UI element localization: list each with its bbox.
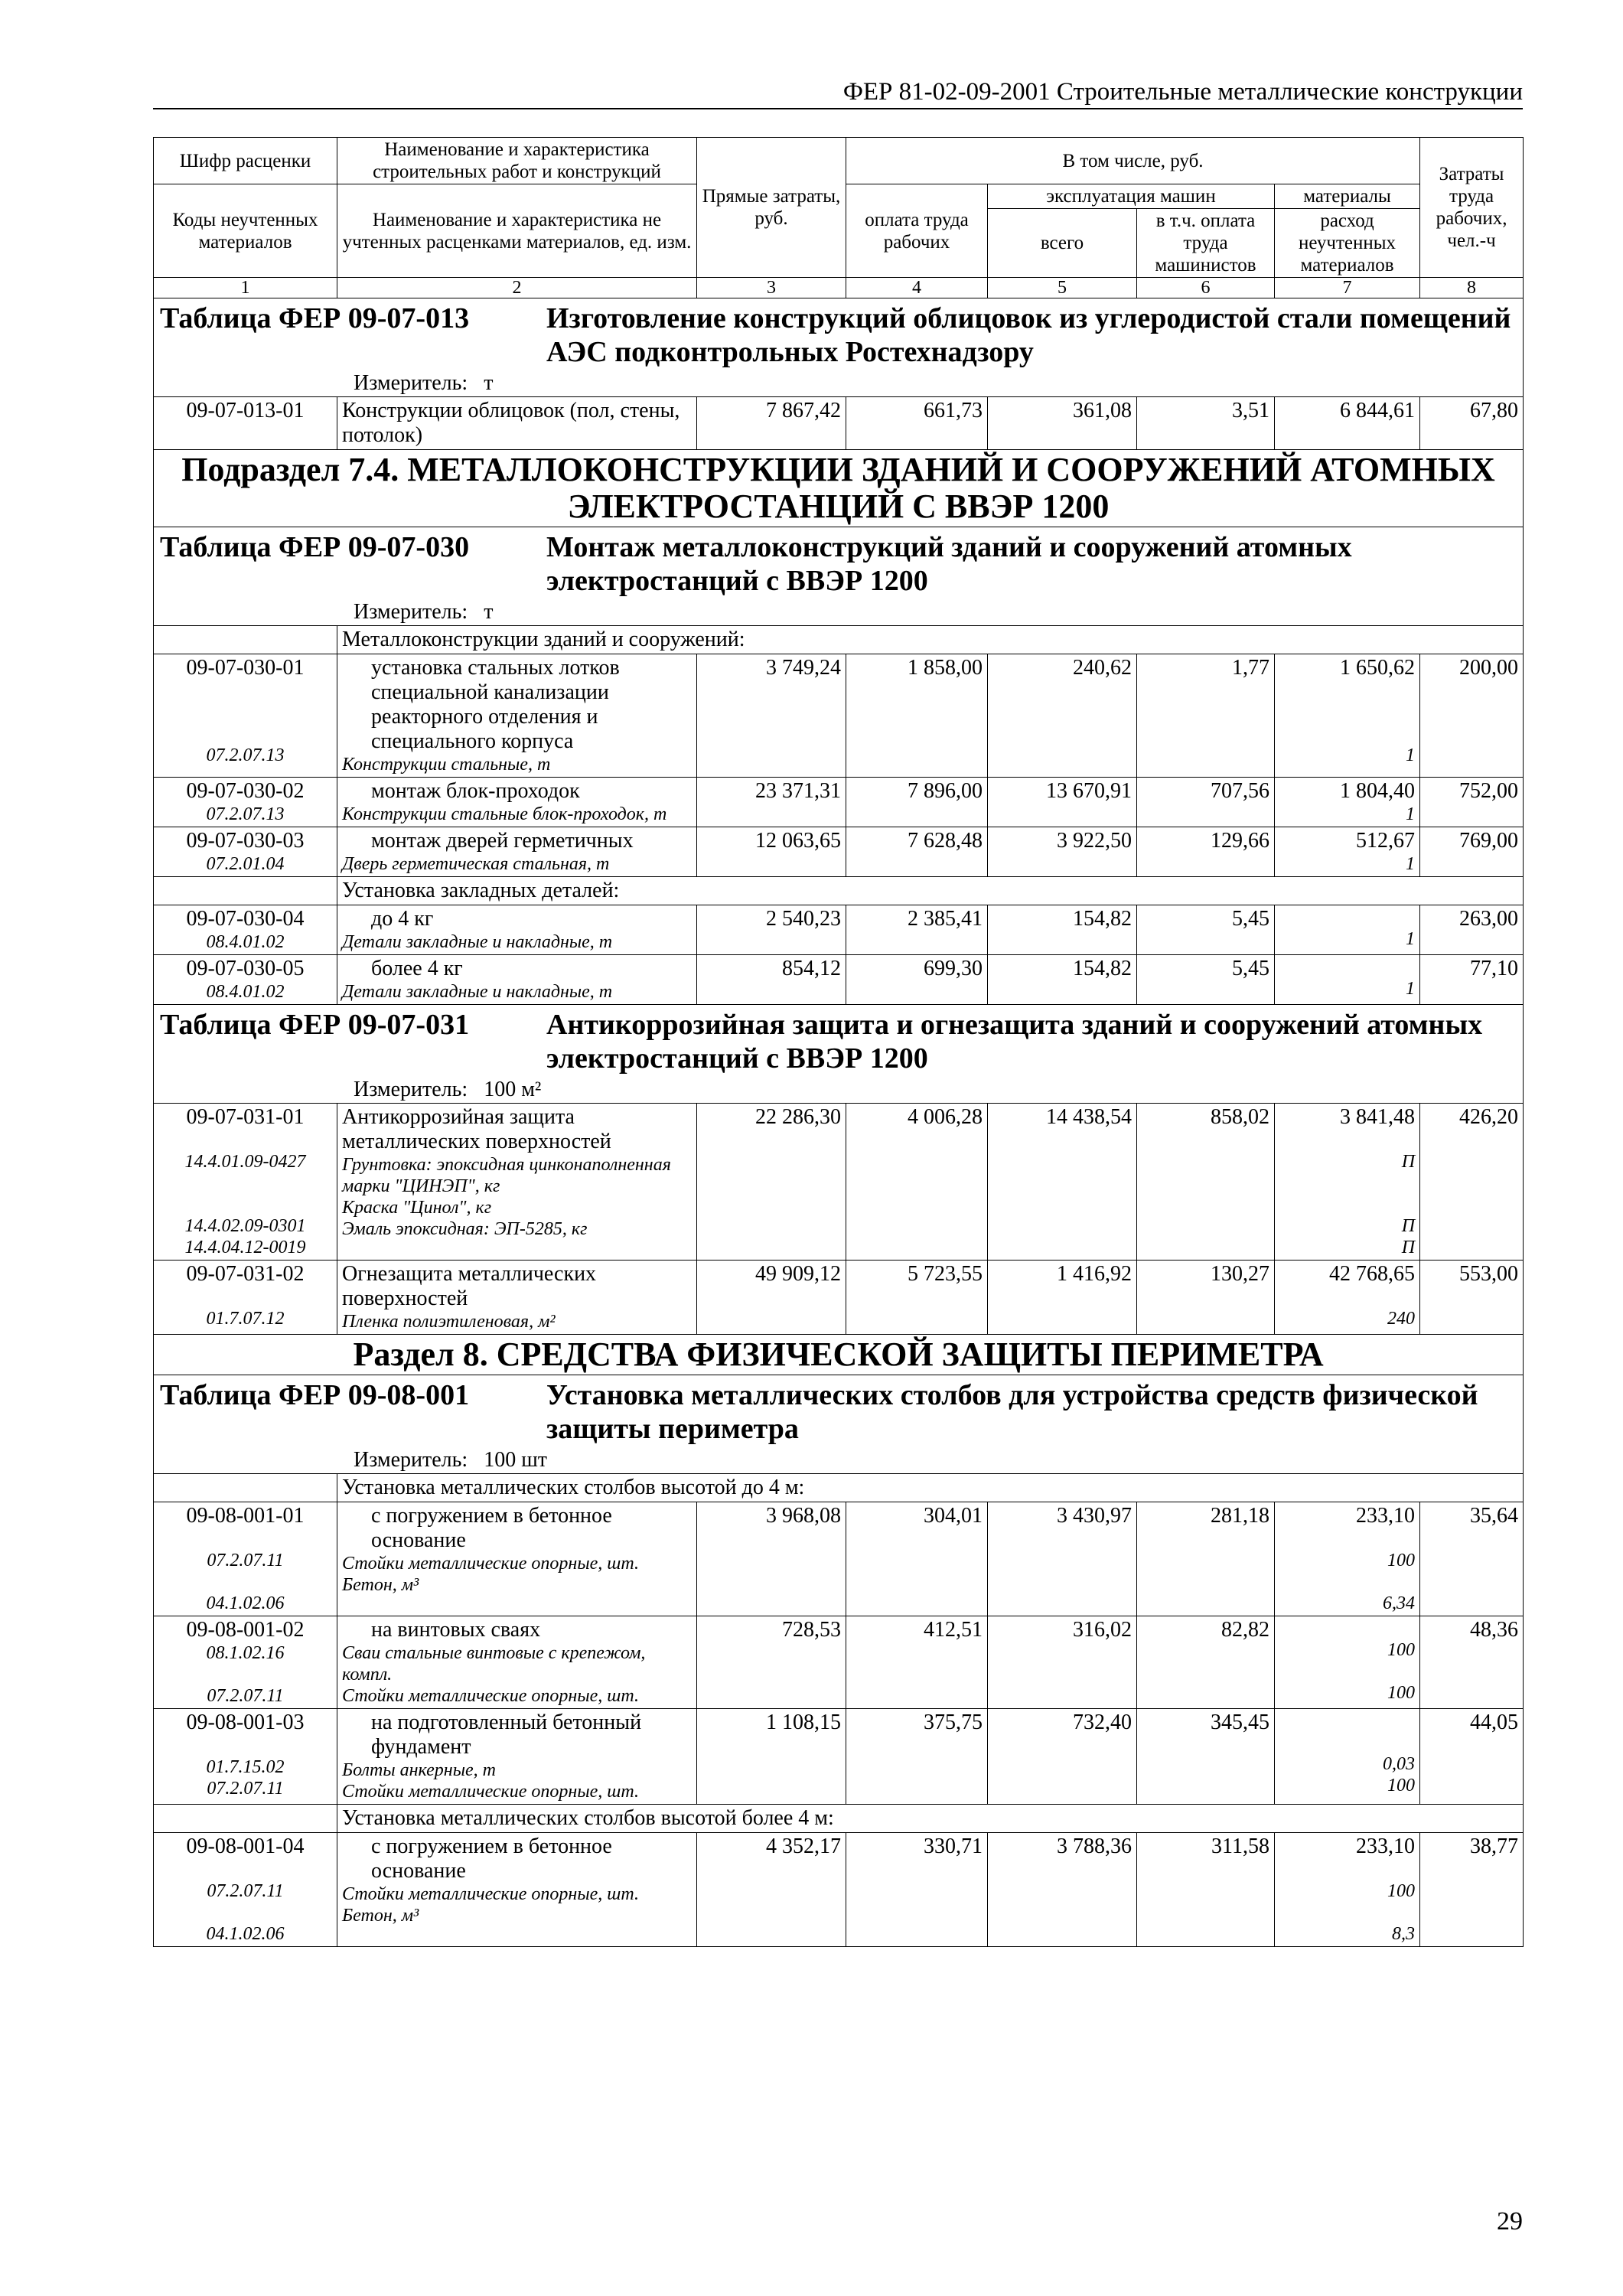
material-name: Бетон, м³ [342,1575,419,1595]
unit-label: Измеритель: [354,1448,468,1472]
header-rule [153,108,1523,109]
wages: 2 385,41 [846,905,988,955]
header-mat-names: Наименование и характеристика не учтенных расценками материалов, ед. изм. [337,184,697,278]
rate-name: на подготовленный бетонный фундамент [371,1711,642,1759]
wages: 699,30 [846,955,988,1005]
mach-wages: 3,51 [1137,397,1275,450]
rate-code: 09-07-030-01 [186,656,305,680]
column-numbers [154,278,1524,298]
header-mach-wages: в т.ч. оплата труда машинистов [1137,209,1275,278]
materials: 3 841,48 [1340,1105,1416,1129]
header-machines: эксплуатация машин [988,184,1275,209]
labor: 200,00 [1420,654,1524,778]
wages: 375,75 [846,1709,988,1805]
rates-table [153,137,1524,1947]
machines: 154,82 [988,955,1137,1005]
mach-wages: 130,27 [1137,1261,1275,1335]
header-mat-codes: Коды неучтенных материалов [154,184,337,278]
labor: 263,00 [1420,905,1524,955]
unit-value: т [484,600,494,624]
group-row [154,626,1524,654]
labor: 752,00 [1420,778,1524,827]
material-qty: 240 [1387,1309,1416,1329]
labor: 44,05 [1420,1709,1524,1805]
machines: 361,08 [988,397,1137,450]
material-code: 04.1.02.06 [206,1924,285,1944]
table-row [154,1833,1524,1947]
col-num: 2 [337,278,697,298]
wages: 304,01 [846,1502,988,1616]
rate-code: 09-07-030-05 [186,957,305,980]
table-title-row [154,298,1524,371]
rate-code: 09-07-031-02 [186,1262,305,1286]
table-row [154,1104,1524,1261]
rate-name: установка стальных лотков специальной канализации реакторного отделения и специального корпуса [371,656,620,753]
material-qty: П [1401,1152,1416,1172]
group-row [154,1805,1524,1833]
material-qty: 1 [1406,745,1416,765]
machines: 240,62 [988,654,1137,778]
material-qty: 6,34 [1383,1593,1416,1613]
running-head: ФЕР 81-02-09-2001 Строительные металлические конструкции [842,78,1523,106]
col-num: 1 [154,278,337,298]
materials: 233,10 [1356,1835,1416,1858]
machines: 3 430,97 [988,1502,1137,1616]
table-number: Таблица ФЕР 09-07-030 [160,531,470,563]
rate-code: 09-08-001-01 [186,1504,305,1528]
unit-row [154,599,1524,626]
unit-value: 100 м² [484,1078,542,1101]
mach-wages: 311,58 [1137,1833,1275,1947]
table-row [154,955,1524,1005]
material-name: Эмаль эпоксидная: ЭП-5285, кг [342,1219,588,1239]
section-title: Раздел 8. СРЕДСТВА ФИЗИЧЕСКОЙ ЗАЩИТЫ ПЕРИМЕТРА [154,1335,1524,1375]
material-qty: 100 [1387,1776,1416,1795]
header-row-1 [154,138,1524,184]
unit-label: Измеритель: [354,600,468,624]
material-code: 08.4.01.02 [206,982,285,1002]
mach-wages: 82,82 [1137,1616,1275,1709]
header-labor: Затраты труда рабочих, чел.-ч [1420,138,1524,278]
header-materials: материалы [1275,184,1420,209]
material-qty: 1 [1406,804,1416,824]
mach-wages: 5,45 [1137,955,1275,1005]
table-title: Антикоррозийная защита и огнезащита зданий и сооружений атомных электростанций с ВВЭР 1200 [546,1009,1483,1075]
machines: 3 922,50 [988,827,1137,877]
rate-name: Конструкции облицовок (пол, стены, потолок) [337,397,697,450]
wages: 330,71 [846,1833,988,1947]
machines: 316,02 [988,1616,1137,1709]
group-heading: Установка металлических столбов высотой более 4 м: [337,1805,1524,1833]
material-code: 07.2.07.13 [206,745,285,765]
page-number: 29 [1497,2207,1523,2236]
material-name: Болты анкерные, т [342,1760,496,1780]
material-name: Стойки металлические опорные, шт. [342,1554,639,1574]
table-number: Таблица ФЕР 09-07-031 [160,1009,470,1041]
unit-label: Измеритель: [354,371,468,395]
unit-row [154,1447,1524,1474]
unit-label: Измеритель: [354,1078,468,1101]
wages: 412,51 [846,1616,988,1709]
direct-cost: 728,53 [697,1616,846,1709]
wages: 7 628,48 [846,827,988,877]
section-row [154,1335,1524,1375]
material-code: 07.2.07.11 [207,1779,284,1799]
mach-wages: 5,45 [1137,905,1275,955]
header-total: всего [988,209,1137,278]
direct-cost: 12 063,65 [697,827,846,877]
unit-value: 100 шт [484,1448,547,1472]
table-title: Установка металлических столбов для устройства средств физической защиты периметра [546,1379,1478,1445]
materials: 42 768,65 [1329,1262,1416,1286]
mach-wages: 858,02 [1137,1104,1275,1261]
materials: 1 650,62 [1340,656,1416,680]
mach-wages: 707,56 [1137,778,1275,827]
material-qty: 100 [1387,1640,1416,1660]
header-direct: Прямые затраты, руб. [697,138,846,278]
material-qty: 100 [1387,1551,1416,1570]
direct-cost: 49 909,12 [697,1261,846,1335]
material-name: Бетон, м³ [342,1906,419,1926]
material-name: Грунтовка: эпоксидная цинконаполненная марки "ЦИНЭП", кг [342,1155,671,1196]
subsection-row [154,450,1524,527]
rate-name: с погружением в бетонное основание [371,1835,612,1883]
table-row [154,905,1524,955]
wages: 5 723,55 [846,1261,988,1335]
table-row [154,1616,1524,1709]
material-code: 07.2.07.11 [207,1881,284,1901]
labor: 35,64 [1420,1502,1524,1616]
table-row [154,1709,1524,1805]
material-name: Стойки металлические опорные, шт. [342,1884,639,1904]
materials: 6 844,61 [1275,397,1420,450]
material-qty: П [1401,1238,1416,1257]
table-row [154,1502,1524,1616]
rate-code: 09-08-001-02 [186,1618,305,1642]
subsection-title: Подраздел 7.4. МЕТАЛЛОКОНСТРУКЦИИ ЗДАНИЙ И СООРУЖЕНИЙ АТОМНЫХ ЭЛЕКТРОСТАНЦИЙ С ВВЭР 1200 [154,450,1524,527]
machines: 3 788,36 [988,1833,1137,1947]
group-row [154,877,1524,905]
group-heading: Установка металлических столбов высотой до 4 м: [337,1474,1524,1502]
header-unacc: расход неучтенных материалов [1275,209,1420,278]
material-qty: 100 [1387,1683,1416,1703]
machines: 154,82 [988,905,1137,955]
table-row [154,778,1524,827]
rate-name: монтаж блок-проходок [371,779,580,803]
mach-wages: 129,66 [1137,827,1275,877]
material-name: Дверь герметическая стальная, т [342,854,610,874]
material-name: Стойки металлические опорные, шт. [342,1686,639,1706]
col-num: 3 [697,278,846,298]
col-num: 8 [1420,278,1524,298]
rate-name: Огнезащита металлических поверхностей [342,1262,597,1310]
header-incl: В том числе, руб. [846,138,1420,184]
direct-cost: 4 352,17 [697,1833,846,1947]
labor: 67,80 [1420,397,1524,450]
material-code: 04.1.02.06 [206,1593,285,1613]
rate-code: 09-07-030-04 [186,907,305,931]
material-name: Сваи стальные винтовые с крепежом, компл. [342,1643,646,1684]
table-number: Таблица ФЕР 09-07-013 [160,302,470,334]
direct-cost: 2 540,23 [697,905,846,955]
material-code: 07.2.07.13 [206,804,285,824]
material-qty: 8,3 [1392,1924,1416,1944]
table-title-row [154,1375,1524,1448]
labor: 77,10 [1420,955,1524,1005]
wages: 7 896,00 [846,778,988,827]
material-code: 01.7.07.12 [206,1309,285,1329]
direct-cost: 854,12 [697,955,846,1005]
direct-cost: 23 371,31 [697,778,846,827]
table-number: Таблица ФЕР 09-08-001 [160,1379,470,1411]
rate-name: на винтовых сваях [371,1618,541,1642]
rate-code: 09-07-031-01 [186,1105,305,1129]
wages: 4 006,28 [846,1104,988,1261]
direct-cost: 3 968,08 [697,1502,846,1616]
unit-row [154,1077,1524,1104]
col-num: 5 [988,278,1137,298]
material-code: 07.2.07.11 [207,1551,284,1570]
material-code: 07.2.01.04 [206,854,285,874]
material-qty: 0,03 [1383,1754,1416,1774]
material-code: 08.1.02.16 [206,1643,285,1663]
mach-wages: 345,45 [1137,1709,1275,1805]
table-row [154,397,1524,450]
unit-value: т [484,371,494,395]
rate-name: более 4 кг [371,957,463,980]
material-name: Детали закладные и накладные, т [342,932,613,952]
rate-name: монтаж дверей герметичных [371,829,634,853]
materials: 233,10 [1356,1504,1416,1528]
material-name: Детали закладные и накладные, т [342,982,613,1002]
material-code: 07.2.07.11 [207,1686,284,1706]
direct-cost: 3 749,24 [697,654,846,778]
material-code: 14.4.02.09-0301 [184,1216,306,1236]
group-row [154,1474,1524,1502]
material-code: 14.4.04.12-0019 [184,1238,306,1257]
table-row [154,654,1524,778]
rate-code: 09-08-001-03 [186,1711,305,1734]
group-heading: Установка закладных деталей: [337,877,1524,905]
rate-code: 09-07-013-01 [154,397,337,450]
unit-row [154,370,1524,397]
table-row [154,827,1524,877]
material-qty: 1 [1406,979,1416,999]
material-name: Конструкции стальные, т [342,755,551,775]
material-name: Краска "Цинол", кг [342,1198,492,1218]
header-code: Шифр расценки [154,138,337,184]
labor: 769,00 [1420,827,1524,877]
header-wages: оплата труда рабочих [846,184,988,278]
machines: 14 438,54 [988,1104,1137,1261]
col-num: 6 [1137,278,1275,298]
direct-cost: 22 286,30 [697,1104,846,1261]
col-num: 4 [846,278,988,298]
material-code: 14.4.01.09-0427 [184,1152,306,1172]
labor: 426,20 [1420,1104,1524,1261]
material-qty: 1 [1406,929,1416,949]
direct-cost: 7 867,42 [697,397,846,450]
rate-name: с погружением в бетонное основание [371,1504,612,1552]
table-title-row [154,1005,1524,1078]
table-title: Монтаж металлоконструкций зданий и сооружений атомных электростанций с ВВЭР 1200 [546,531,1352,597]
labor: 38,77 [1420,1833,1524,1947]
direct-cost: 1 108,15 [697,1709,846,1805]
group-heading: Металлоконструкции зданий и сооружений: [337,626,1524,654]
machines: 1 416,92 [988,1261,1137,1335]
materials: 1 804,40 [1340,779,1416,803]
labor: 48,36 [1420,1616,1524,1709]
rate-name: до 4 кг [371,907,434,931]
material-qty: 100 [1387,1881,1416,1901]
header-name: Наименование и характеристика строительных работ и конструкций [337,138,697,184]
material-name: Пленка полиэтиленовая, м² [342,1312,556,1332]
labor: 553,00 [1420,1261,1524,1335]
wages: 1 858,00 [846,654,988,778]
table-title: Изготовление конструкций облицовок из углеродистой стали помещений АЭС подконтрольных Ростехнадзору [546,302,1511,368]
table-row [154,1261,1524,1335]
rate-code: 09-08-001-04 [186,1835,305,1858]
table-title-row [154,527,1524,600]
rate-code: 09-07-030-02 [186,779,305,803]
machines: 13 670,91 [988,778,1137,827]
material-code: 08.4.01.02 [206,932,285,952]
mach-wages: 281,18 [1137,1502,1275,1616]
mach-wages: 1,77 [1137,654,1275,778]
material-name: Конструкции стальные блок-проходок, т [342,804,667,824]
rate-name: Антикоррозийная защита металлических поверхностей [342,1105,611,1153]
material-qty: 1 [1406,854,1416,874]
material-code: 01.7.15.02 [206,1757,285,1777]
material-qty: П [1401,1216,1416,1236]
machines: 732,40 [988,1709,1137,1805]
rate-code: 09-07-030-03 [186,829,305,853]
wages: 661,73 [846,397,988,450]
col-num: 7 [1275,278,1420,298]
materials: 512,67 [1356,829,1416,853]
material-name: Стойки металлические опорные, шт. [342,1782,639,1802]
